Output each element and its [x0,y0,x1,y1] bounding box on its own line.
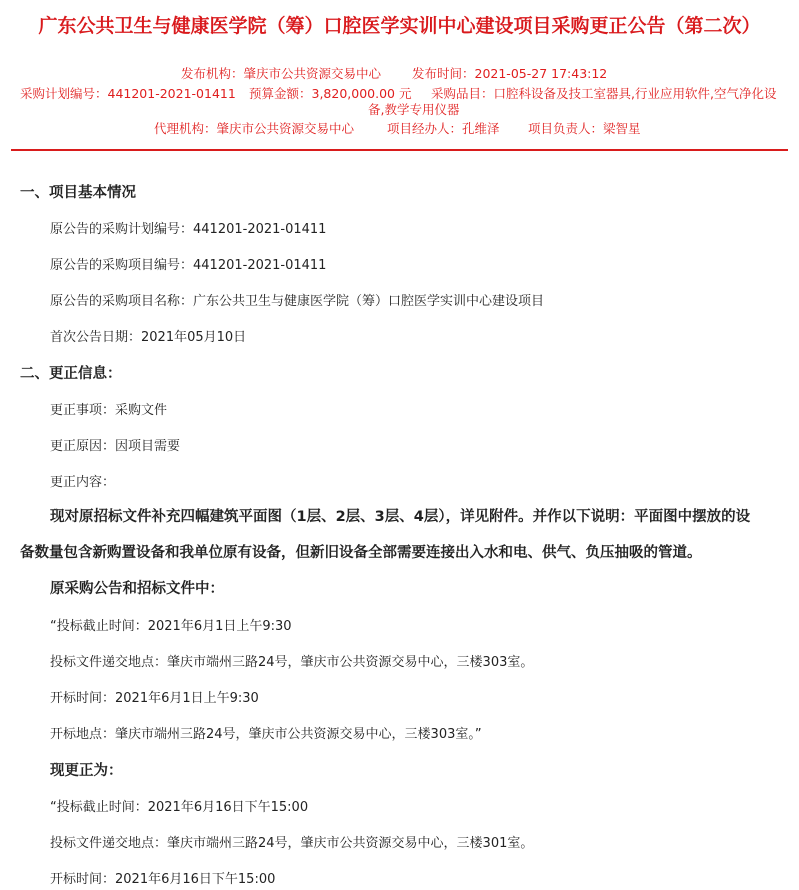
correction-paragraph-line1: 现对原招标文件补充四幅建筑平面图（1层、2层、3层、4层），详见附件。并作以下说明：平面图中摆放的设 [50,509,751,525]
items-meta-line2: 备,教学专用仪器 [368,102,460,117]
publish-time-meta: 发布时间：2021-05-27 17:43:12 [412,66,608,81]
changed-section-label: 现更正为： [50,763,123,779]
original-plan-no: 原公告的采购计划编号：441201-2021-01411 [50,222,327,237]
budget-meta: 预算金额：3,820,000.00 元 [249,86,412,101]
manager-meta: 项目经办人：孔维泽 [387,121,500,136]
original-opening-location: 开标地点：肇庆市端州三路24号，肇庆市公共资源交易中心，三楼303室。” [50,727,482,742]
original-project-name: 原公告的采购项目名称：广东公共卫生与健康医学院（筹）口腔医学实训中心建设项目 [50,294,545,309]
items-meta-line1: 采购品目：口腔科设备及技工室器具,行业应用软件,空气净化设 [431,86,777,101]
original-bid-deadline: “投标截止时间：2021年6月1日上午9:30 [50,619,292,634]
correction-reason: 更正原因：因项目需要 [50,439,181,454]
new-submit-location: 投标文件递交地点：肇庆市端州三路24号，肇庆市公共资源交易中心，三楼301室。 [50,836,534,851]
agency-meta: 代理机构：肇庆市公共资源交易中心 [154,121,355,136]
section-heading-basic-info: 一、项目基本情况 [20,185,136,201]
header-divider [11,149,788,151]
page-title: 广东公共卫生与健康医学院（筹）口腔医学实训中心建设项目采购更正公告（第二次） [38,15,761,37]
new-opening-time: 开标时间：2021年6月16日下午15:00 [50,872,276,887]
original-opening-time: 开标时间：2021年6月1日上午9:30 [50,691,259,706]
plan-no-meta: 采购计划编号：441201-2021-01411 [20,86,236,101]
correction-content-label: 更正内容： [50,475,116,490]
original-project-no: 原公告的采购项目编号：441201-2021-01411 [50,258,327,273]
original-section-label: 原采购公告和招标文件中： [50,581,224,597]
correction-paragraph-line2: 备数量包含新购置设备和我单位原有设备，但新旧设备全部需要连接出入水和电、供气、负压抽吸的管道。 [20,545,702,561]
owner-meta: 项目负责人：梁智星 [528,121,641,136]
publisher-meta: 发布机构：肇庆市公共资源交易中心 [181,66,382,81]
original-submit-location: 投标文件递交地点：肇庆市端州三路24号，肇庆市公共资源交易中心，三楼303室。 [50,655,534,670]
new-bid-deadline: “投标截止时间：2021年6月16日下午15:00 [50,800,309,815]
first-announcement-date: 首次公告日期：2021年05月10日 [50,330,247,345]
correction-item: 更正事项：采购文件 [50,403,168,418]
section-heading-correction: 二、更正信息： [20,366,122,382]
